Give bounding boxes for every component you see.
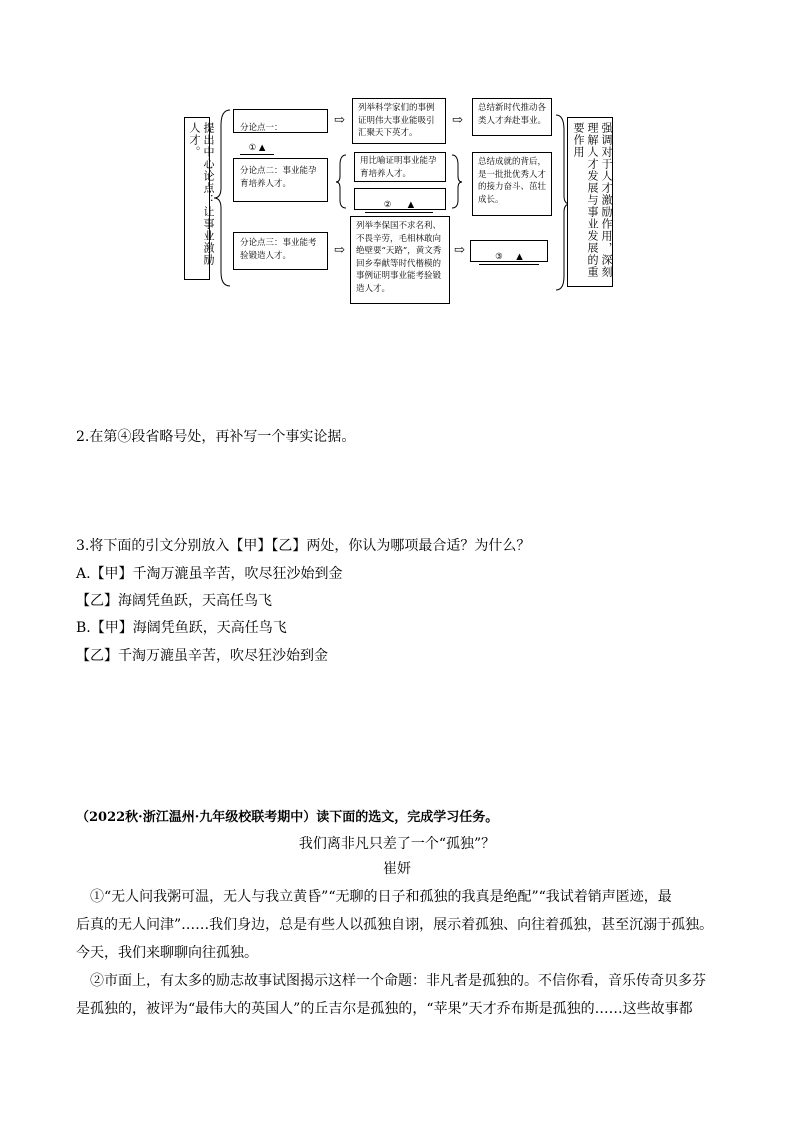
- question-3-stem: 3.将下面的引文分别放入【甲】【乙】两处，你认为哪项最合适？为什么？: [76, 538, 531, 554]
- blank1: ① ▲: [240, 142, 274, 156]
- point3-detail-box: [350, 216, 450, 304]
- option-a-line1: A.【甲】千淘万漉虽辛苦，吹尽狂沙始到金: [76, 566, 343, 582]
- passage-source: （2022秋·浙江温州·九年级校联考期中）读下面的选文，完成学习任务。: [76, 810, 499, 825]
- point3-label: 分论点三：事业能考验锻造人才。: [240, 238, 317, 261]
- point1-summary-box: [472, 98, 552, 136]
- point1-detail: 列举科学家们的事例证明伟大事业能吸引汇聚天下英才。: [358, 103, 435, 138]
- option-b-line2: 【乙】千淘万漉虽辛苦，吹尽狂沙始到金: [76, 648, 328, 664]
- central-claim-text: 提出中心论点：让事业激励人才。: [188, 122, 215, 266]
- arrow-3a: ⇨: [334, 243, 345, 258]
- point2-blank-box: [354, 188, 446, 210]
- para1-line1: ①“无人问我粥可温，无人与我立黄昏”“无聊的日子和孤独的我真是绝配”“我试着销声匿迹，最: [90, 889, 672, 905]
- point2-summary: 总结成就的背后，是一批批优秀人才的接力奋斗、茁壮成长。: [478, 157, 547, 205]
- passage-author: 崔妍: [383, 861, 411, 877]
- conclusion-box: [567, 117, 613, 287]
- point3-detail: 列举李保国不求名利、不畏辛劳，毛相林敢向绝壁要“天路”，黄文秀回乡奉献等时代楷模的事例证明事业能考验锻造人才。: [356, 221, 442, 294]
- para1-line3: 今天，我们来聊聊向往孤独。: [76, 945, 258, 961]
- point1-box: [233, 109, 328, 153]
- point2-box: [233, 158, 328, 202]
- point1-summary: 总结新时代推动各类人才奔赴事业。: [478, 103, 547, 126]
- branch2-left-brace: [336, 155, 346, 208]
- point1-label: 分论点一：: [240, 123, 283, 133]
- point2-summary-box: [472, 152, 552, 216]
- point2-detail: 用比喻证明事业能孕育培养人才。: [360, 156, 437, 179]
- para2-line2: 是孤独的，被评为“最伟大的英国人”的丘吉尔是孤独的，“苹果”天才乔布斯是孤独的……这些故事都: [76, 1001, 693, 1017]
- option-b-line1: B.【甲】海阔凭鱼跃，天高任鸟飞: [76, 620, 287, 636]
- left-brace: [214, 110, 230, 286]
- point3-box: [233, 232, 328, 270]
- question-2: 2.在第④段省略号处，再补写一个事实论据。: [76, 429, 356, 445]
- arrow-1a: ⇨: [334, 113, 345, 128]
- point2-detail-box: [354, 152, 446, 182]
- blank3: ③ ▲: [479, 251, 539, 265]
- arrow-1b: ⇨: [452, 113, 463, 128]
- blank2: ② ▲: [365, 199, 433, 213]
- passage-title: 我们离非凡只差了一个“孤独”？: [298, 836, 496, 852]
- arrow-3b: ⇨: [454, 243, 465, 258]
- point2-label: 分论点二：事业能孕育培养人才。: [240, 166, 317, 189]
- branch2-right-brace: [452, 155, 462, 208]
- central-claim-box: [184, 117, 215, 280]
- point1-detail-box: [352, 98, 446, 144]
- point3-blank-box: [470, 240, 548, 262]
- option-a-line2: 【乙】海阔凭鱼跃，天高任鸟飞: [76, 593, 272, 609]
- para1-line2: 后真的无人问津”……我们身边，总是有些人以孤独自诩，展示着孤独、向往着孤独，甚至沉溺于孤独。: [76, 917, 714, 933]
- para2-line1: ②市面上，有太多的励志故事试图揭示这样一个命题：非凡者是孤独的。不信你看，音乐传奇贝多芬: [90, 973, 706, 989]
- conclusion-text: 强调对于人才激励作用，深刻理解人才发展与事业发展的重要作用: [572, 122, 613, 278]
